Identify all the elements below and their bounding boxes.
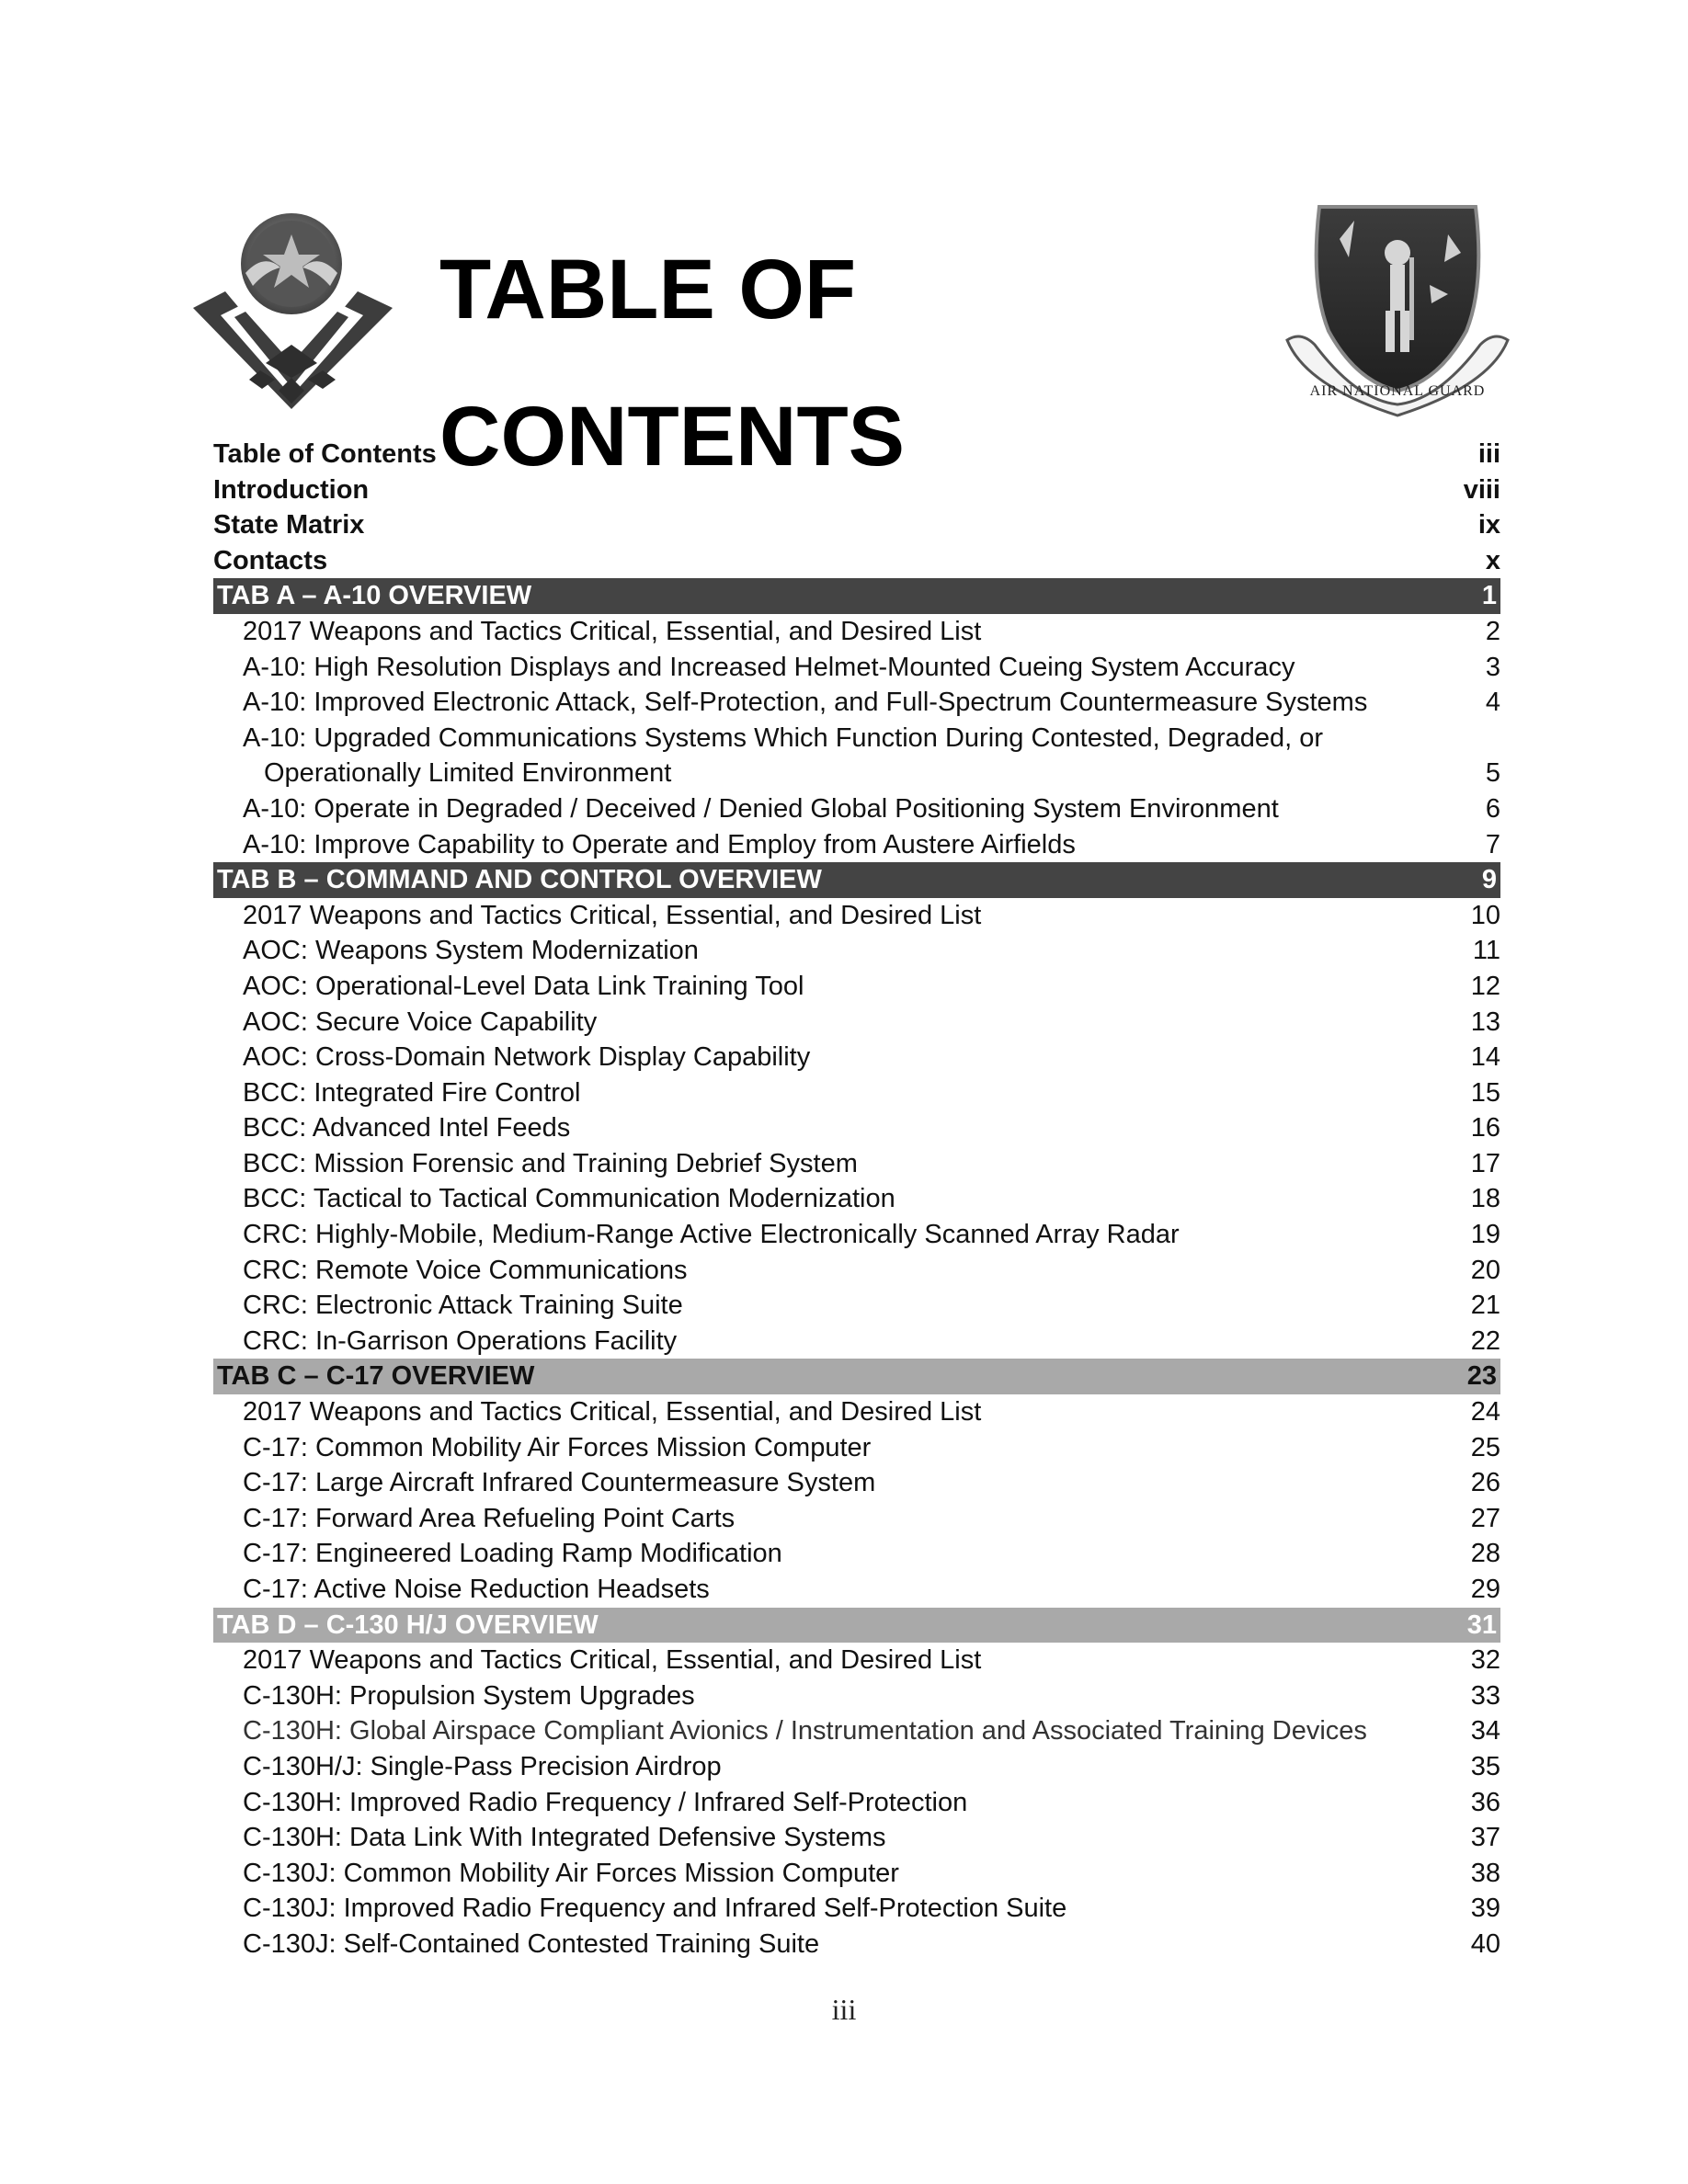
toc-entry-label: BCC: Integrated Fire Control: [243, 1077, 581, 1108]
toc-entry[interactable]: [213, 1005, 1500, 1041]
toc-section-tab-d[interactable]: [213, 1608, 1500, 1644]
toc-entry-page: 39: [1470, 1894, 1500, 1924]
toc-entry-label: C-130H: Improved Radio Frequency / Infrared Self-Protection: [243, 1787, 968, 1817]
toc-entry-label: C-130H/J: Single-Pass Precision Airdrop: [243, 1751, 722, 1781]
toc-entry-page: 2: [1485, 616, 1500, 646]
toc-section-label: TAB C – C-17 OVERVIEW: [217, 1361, 535, 1392]
toc-entry-introduction[interactable]: [213, 472, 1500, 508]
table-of-contents: [213, 437, 1500, 1962]
toc-entry-label: BCC: Advanced Intel Feeds: [243, 1113, 571, 1143]
toc-entry-page: 7: [1485, 829, 1500, 859]
toc-entry-label: C-130H: Data Link With Integrated Defensive Systems: [243, 1823, 886, 1853]
toc-entry-label: C-130J: Improved Radio Frequency and Infrared Self-Protection Suite: [243, 1894, 1067, 1924]
toc-entry[interactable]: [213, 1501, 1500, 1537]
toc-entry-label: State Matrix: [213, 510, 365, 540]
toc-entry-label: 2017 Weapons and Tactics Critical, Essential, and Desired List: [243, 900, 982, 930]
toc-entry-label: AOC: Weapons System Modernization: [243, 936, 699, 966]
toc-entry-contacts[interactable]: [213, 543, 1500, 579]
toc-entry-state-matrix[interactable]: [213, 507, 1500, 543]
toc-section-page: 31: [1466, 1610, 1497, 1640]
toc-entry[interactable]: [213, 650, 1500, 686]
toc-entry-page: iii: [1477, 439, 1500, 469]
toc-entry-page: 18: [1470, 1184, 1500, 1214]
toc-entry-label: 2017 Weapons and Tactics Critical, Essential, and Desired List: [243, 616, 982, 646]
toc-entry-label: A-10: Improved Electronic Attack, Self-Protection, and Full-Spectrum Countermeasure Systems: [243, 688, 1368, 718]
toc-entry-label: AOC: Secure Voice Capability: [243, 1007, 598, 1037]
toc-entry[interactable]: [213, 827, 1500, 863]
toc-entry-label: BCC: Tactical to Tactical Communication Modernization: [243, 1184, 895, 1214]
toc-entry[interactable]: [213, 1253, 1500, 1289]
toc-entry-page: 15: [1470, 1077, 1500, 1108]
toc-section-tab-b[interactable]: [213, 862, 1500, 898]
toc-entry-label: A-10: Operate in Degraded / Deceived / Denied Global Positioning System Environment: [243, 793, 1279, 824]
toc-entry-page: 16: [1470, 1113, 1500, 1143]
air-national-guard-shield-icon: [1283, 202, 1512, 418]
toc-entry[interactable]: [213, 933, 1500, 969]
toc-entry-label: C-17: Large Aircraft Infrared Countermeasure System: [243, 1468, 876, 1498]
toc-entry-label: CRC: Highly-Mobile, Medium-Range Active Electronically Scanned Array Radar: [243, 1220, 1180, 1250]
toc-entry-page: 6: [1485, 793, 1500, 824]
toc-section-label: TAB B – COMMAND AND CONTROL OVERVIEW: [217, 865, 822, 895]
toc-entry-label: C-17: Engineered Loading Ramp Modification: [243, 1539, 782, 1569]
toc-entry-label: 2017 Weapons and Tactics Critical, Essential, and Desired List: [243, 1645, 982, 1676]
toc-entry-page: 19: [1470, 1220, 1500, 1250]
toc-entry-label: C-17: Forward Area Refueling Point Carts: [243, 1503, 736, 1533]
toc-entry-label: C-130J: Common Mobility Air Forces Mission Computer: [243, 1858, 899, 1888]
air-force-wings-emblem-icon: [188, 207, 400, 414]
toc-entry[interactable]: [213, 1749, 1500, 1785]
toc-entry-label: A-10: High Resolution Displays and Increased Helmet-Mounted Cueing System Accuracy: [243, 652, 1295, 682]
toc-entry-page: 20: [1470, 1255, 1500, 1285]
toc-entry[interactable]: [213, 1288, 1500, 1324]
toc-entry[interactable]: [213, 1217, 1500, 1253]
toc-entry[interactable]: [213, 1820, 1500, 1856]
toc-entry-label: Contacts: [213, 545, 328, 575]
toc-entry-label: 2017 Weapons and Tactics Critical, Essential, and Desired List: [243, 1397, 982, 1428]
toc-section-page: 9: [1481, 865, 1497, 895]
logo-ribbon-text: AIR NATIONAL GUARD: [1309, 383, 1486, 399]
toc-entry-label: A-10: Improve Capability to Operate and Employ from Austere Airfields: [243, 829, 1076, 859]
toc-entry[interactable]: [213, 685, 1500, 721]
toc-entry[interactable]: [213, 1394, 1500, 1430]
toc-section-label: TAB D – C-130 H/J OVERVIEW: [217, 1610, 599, 1640]
toc-entry[interactable]: [213, 1430, 1500, 1466]
toc-section-page: 23: [1466, 1361, 1497, 1392]
toc-entry-page: 34: [1470, 1716, 1500, 1746]
toc-entry-page: 38: [1470, 1858, 1500, 1888]
toc-entry[interactable]: [213, 1536, 1500, 1572]
toc-entry-page: 13: [1470, 1007, 1500, 1037]
toc-entry[interactable]: [213, 898, 1500, 934]
toc-entry-label: BCC: Mission Forensic and Training Debrief System: [243, 1148, 858, 1178]
toc-entry-page: 14: [1470, 1042, 1500, 1073]
toc-entry-page: 27: [1470, 1503, 1500, 1533]
toc-entry[interactable]: [213, 1075, 1500, 1111]
toc-entry-page: 3: [1485, 652, 1500, 682]
toc-entry-page: 28: [1470, 1539, 1500, 1569]
toc-entry-page: 10: [1470, 900, 1500, 930]
toc-entry-page: 26: [1470, 1468, 1500, 1498]
toc-entry-page: 17: [1470, 1148, 1500, 1178]
toc-entry-label: C-17: Common Mobility Air Forces Mission Computer: [243, 1432, 872, 1462]
toc-entry[interactable]: [213, 1110, 1500, 1146]
toc-entry[interactable]: [213, 1927, 1500, 1962]
toc-entry-label: AOC: Cross-Domain Network Display Capability: [243, 1042, 811, 1073]
toc-entry[interactable]: [213, 1324, 1500, 1359]
toc-entry-page: ix: [1477, 510, 1500, 540]
toc-entry[interactable]: [213, 1643, 1500, 1678]
toc-entry-page: 36: [1470, 1787, 1500, 1817]
toc-entry-page: 24: [1470, 1397, 1500, 1428]
toc-entry-page: 35: [1470, 1751, 1500, 1781]
toc-entry-page: 29: [1470, 1575, 1500, 1604]
toc-section-tab-a[interactable]: [213, 578, 1500, 614]
toc-entry[interactable]: [213, 1785, 1500, 1821]
toc-section-label: TAB A – A-10 OVERVIEW: [217, 581, 532, 611]
toc-entry-label: C-130H: Propulsion System Upgrades: [243, 1680, 695, 1711]
toc-entry-page: 25: [1470, 1432, 1500, 1462]
toc-entry[interactable]: [213, 791, 1500, 827]
toc-entry[interactable]: [213, 1713, 1500, 1749]
toc-entry-label: Operationally Limited Environment: [264, 758, 672, 789]
toc-entry[interactable]: [213, 721, 1500, 756]
page-number: iii: [831, 1993, 857, 2026]
toc-entry-label: Introduction: [213, 474, 370, 505]
toc-entry-page: 5: [1485, 758, 1500, 789]
toc-entry[interactable]: [213, 1572, 1500, 1608]
page-title: TABLE OF CONTENTS: [439, 243, 905, 483]
toc-entry-page: 33: [1470, 1680, 1500, 1711]
toc-entry-page: x: [1485, 545, 1500, 575]
toc-section-tab-c[interactable]: [213, 1359, 1500, 1394]
toc-entry[interactable]: [213, 1040, 1500, 1075]
toc-entry-page: 11: [1472, 936, 1500, 966]
toc-entry-label: C-17: Active Noise Reduction Headsets: [243, 1575, 710, 1604]
toc-entry-page: 40: [1470, 1928, 1500, 1959]
toc-entry-page: 4: [1485, 688, 1500, 718]
toc-section-page: 1: [1481, 581, 1497, 611]
toc-entry[interactable]: [213, 1856, 1500, 1892]
toc-entry-label: CRC: Electronic Attack Training Suite: [243, 1291, 683, 1321]
toc-entry[interactable]: [213, 969, 1500, 1005]
toc-entry[interactable]: [213, 1465, 1500, 1501]
toc-entry-label: A-10: Upgraded Communications Systems Which Function During Contested, Degraded, or: [243, 722, 1324, 753]
toc-entry[interactable]: [213, 1891, 1500, 1927]
toc-entry-continuation[interactable]: [213, 756, 1500, 791]
toc-entry-page: 32: [1470, 1645, 1500, 1676]
toc-entry-page: 22: [1470, 1325, 1500, 1356]
toc-entry-label: C-130J: Self-Contained Contested Training Suite: [243, 1928, 820, 1959]
toc-entry[interactable]: [213, 614, 1500, 650]
toc-entry[interactable]: [213, 1678, 1500, 1714]
toc-entry-label: AOC: Operational-Level Data Link Training Tool: [243, 971, 804, 1001]
toc-entry[interactable]: [213, 1146, 1500, 1182]
toc-entry-label: CRC: Remote Voice Communications: [243, 1255, 688, 1285]
toc-entry[interactable]: [213, 1181, 1500, 1217]
toc-entry-page: 12: [1470, 971, 1500, 1001]
toc-entry-table-of-contents[interactable]: [213, 437, 1500, 472]
toc-entry-label: Table of Contents: [213, 439, 437, 469]
toc-entry-label: CRC: In-Garrison Operations Facility: [243, 1325, 678, 1356]
toc-entry-page: 21: [1470, 1291, 1500, 1321]
toc-entry-page: viii: [1463, 474, 1500, 505]
toc-entry-page: 37: [1470, 1823, 1500, 1853]
toc-entry-label: C-130H: Global Airspace Compliant Avionics / Instrumentation and Associated Training Devices: [243, 1716, 1367, 1746]
